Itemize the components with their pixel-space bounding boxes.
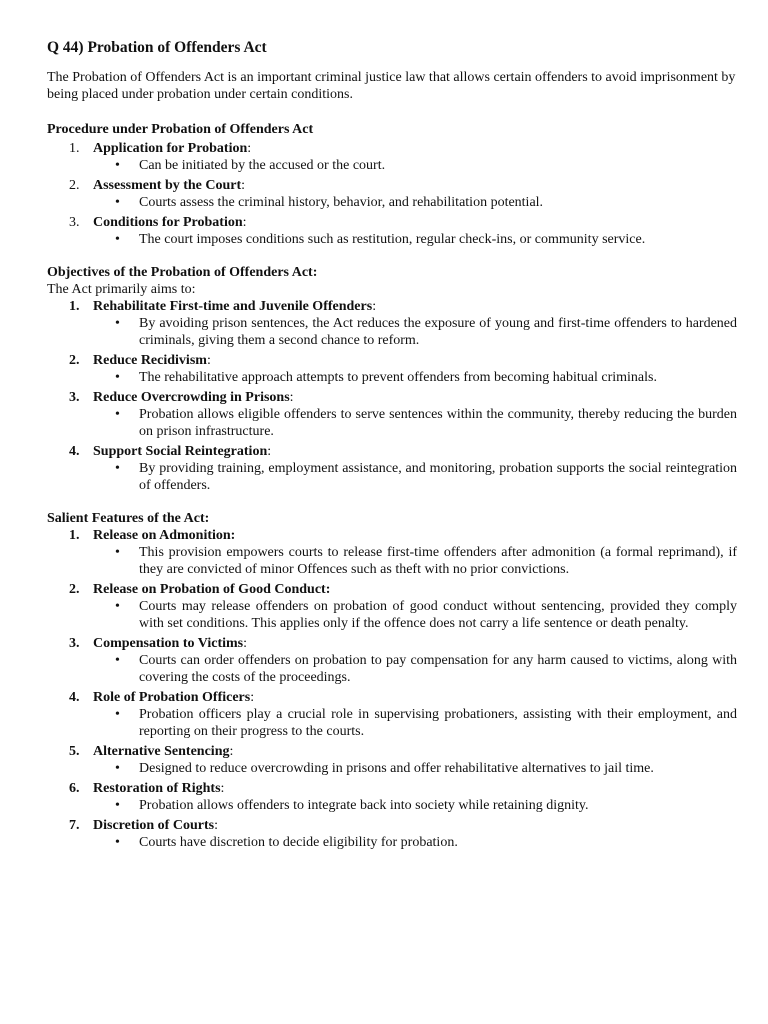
item-number: 4. xyxy=(69,444,80,459)
bullet-icon: • xyxy=(115,232,120,247)
item-title: Alternative Sentencing xyxy=(93,744,230,759)
item-number: 3. xyxy=(69,390,80,405)
list-item xyxy=(47,689,737,740)
intro-paragraph: The Probation of Offenders Act is an important criminal justice law that allows certain offenders to avoid imprisonment by being placed under probation under certain conditions. xyxy=(47,70,736,102)
item-number: 2. xyxy=(69,178,80,193)
item-number: 2. xyxy=(69,582,80,597)
bullet-item xyxy=(93,231,737,248)
item-number: 1. xyxy=(69,299,80,314)
item-title: Role of Probation Officers xyxy=(93,690,251,705)
bullet-text: This provision empowers courts to release first-time offenders after admonition (a formal reprimand), if they are convicted of minor Offences such as theft with no prior convictions. xyxy=(139,545,737,577)
bullet-icon: • xyxy=(115,158,120,173)
bullet-icon: • xyxy=(115,407,120,422)
bullet-item xyxy=(93,369,737,386)
bullet-text: Probation officers play a crucial role in supervising probationers, assisting with their employment, and reporting on their progress to the courts. xyxy=(139,707,737,739)
bullet-icon: • xyxy=(115,653,120,668)
bullet-item xyxy=(93,460,737,494)
procedure-section xyxy=(47,121,737,248)
bullet-list xyxy=(93,231,737,248)
page-title: Q 44) Probation of Offenders Act xyxy=(47,39,267,56)
item-number: 5. xyxy=(69,744,80,759)
bullet-item xyxy=(93,315,737,349)
bullet-icon: • xyxy=(115,461,120,476)
item-title: Assessment by the Court xyxy=(93,178,242,193)
item-title-suffix: : xyxy=(241,178,246,193)
bullet-icon: • xyxy=(115,316,120,331)
procedure-heading: Procedure under Probation of Offenders Act xyxy=(47,122,314,137)
bullet-item xyxy=(93,544,737,578)
bullet-text: Probation allows offenders to integrate back into society while retaining dignity. xyxy=(139,798,589,813)
bullet-text: The court imposes conditions such as restitution, regular check-ins, or community service. xyxy=(139,232,646,247)
bullet-text: Courts have discretion to decide eligibility for probation. xyxy=(139,835,458,850)
item-title: Conditions for Probation xyxy=(93,215,243,230)
item-title-suffix: : xyxy=(289,390,294,405)
bullet-text: Courts assess the criminal history, behavior, and rehabilitation potential. xyxy=(139,195,544,210)
list-item xyxy=(47,743,737,777)
bullet-text: Designed to reduce overcrowding in prisons and offer rehabilitative alternatives to jail time. xyxy=(139,761,654,776)
bullet-text: Can be initiated by the accused or the court. xyxy=(139,158,386,173)
item-number: 3. xyxy=(69,215,80,230)
bullet-list xyxy=(93,652,737,686)
bullet-list xyxy=(93,369,737,386)
item-title: Reduce Overcrowding in Prisons xyxy=(93,390,290,405)
item-title-suffix: : xyxy=(220,781,225,796)
item-title-suffix: : xyxy=(206,353,211,368)
item-title: Release on Probation of Good Conduct: xyxy=(93,582,331,597)
bullet-icon: • xyxy=(115,707,120,722)
item-title: Restoration of Rights xyxy=(93,781,221,796)
bullet-icon: • xyxy=(115,798,120,813)
bullet-item xyxy=(93,652,737,686)
bullet-text: Probation allows eligible offenders to serve sentences within the community, thereby reducing the burden on prison infrastructure. xyxy=(139,407,737,439)
list-item xyxy=(47,817,737,851)
item-title-suffix: : xyxy=(242,215,247,230)
bullet-list xyxy=(93,157,737,174)
objectives-list xyxy=(47,298,737,494)
bullet-list xyxy=(93,797,737,814)
features-list xyxy=(47,527,737,851)
item-title: Support Social Reintegration xyxy=(93,444,268,459)
bullet-text: The rehabilitative approach attempts to prevent offenders from becoming habitual criminals. xyxy=(139,370,657,385)
bullet-icon: • xyxy=(115,195,120,210)
bullet-item xyxy=(93,797,737,814)
bullet-text: Courts can order offenders on probation to pay compensation for any harm caused to victims, along with covering the costs of the proceedings. xyxy=(139,653,737,685)
bullet-list xyxy=(93,406,737,440)
list-item xyxy=(47,780,737,814)
list-item xyxy=(47,527,737,578)
item-title: Reduce Recidivism xyxy=(93,353,207,368)
bullet-text: By providing training, employment assistance, and monitoring, probation supports the social reintegration of offenders. xyxy=(139,461,737,493)
bullet-item xyxy=(93,194,737,211)
bullet-item xyxy=(93,706,737,740)
item-number: 1. xyxy=(69,528,80,543)
list-item xyxy=(47,581,737,632)
item-title: Discretion of Courts xyxy=(93,818,215,833)
list-item xyxy=(47,298,737,349)
bullet-list xyxy=(93,834,737,851)
objectives-section xyxy=(47,264,737,494)
bullet-list xyxy=(93,315,737,349)
list-item xyxy=(47,140,737,174)
features-heading: Salient Features of the Act: xyxy=(47,511,210,526)
bullet-icon: • xyxy=(115,370,120,385)
item-number: 3. xyxy=(69,636,80,651)
objectives-heading: Objectives of the Probation of Offenders Act: xyxy=(47,265,318,280)
list-item xyxy=(47,177,737,211)
item-title-suffix: : xyxy=(229,744,234,759)
bullet-item xyxy=(93,598,737,632)
list-item xyxy=(47,214,737,248)
list-item xyxy=(47,443,737,494)
list-item xyxy=(47,635,737,686)
item-number: 1. xyxy=(69,141,80,156)
bullet-icon: • xyxy=(115,545,120,560)
item-number: 2. xyxy=(69,353,80,368)
item-title: Release on Admonition: xyxy=(93,528,236,543)
bullet-item xyxy=(93,834,737,851)
bullet-item xyxy=(93,760,737,777)
bullet-list xyxy=(93,706,737,740)
item-number: 6. xyxy=(69,781,80,796)
item-title: Application for Probation xyxy=(93,141,248,156)
document-page xyxy=(47,38,737,867)
item-title: Compensation to Victims xyxy=(93,636,244,651)
bullet-list xyxy=(93,598,737,632)
list-item xyxy=(47,352,737,386)
item-title-suffix: : xyxy=(250,690,255,705)
bullet-list xyxy=(93,460,737,494)
item-title-suffix: : xyxy=(372,299,377,314)
bullet-list xyxy=(93,544,737,578)
objectives-subheading: The Act primarily aims to: xyxy=(47,282,196,297)
item-title: Rehabilitate First-time and Juvenile Offenders xyxy=(93,299,373,314)
procedure-list xyxy=(47,140,737,248)
bullet-text: Courts may release offenders on probation of good conduct without sentencing, provided they comply with set conditions. This applies only if the offence does not carry a life sentence or death penalty. xyxy=(139,599,737,631)
bullet-list xyxy=(93,760,737,777)
item-title-suffix: : xyxy=(214,818,218,833)
item-number: 4. xyxy=(69,690,80,705)
list-item xyxy=(47,389,737,440)
bullet-icon: • xyxy=(115,835,120,850)
bullet-list xyxy=(93,194,737,211)
item-number: 7. xyxy=(69,818,80,833)
bullet-icon: • xyxy=(115,599,120,614)
bullet-item xyxy=(93,406,737,440)
item-title-suffix: : xyxy=(247,141,252,156)
bullet-item xyxy=(93,157,737,174)
item-title-suffix: : xyxy=(243,636,248,651)
bullet-icon: • xyxy=(115,761,120,776)
item-title-suffix: : xyxy=(267,444,272,459)
bullet-text: By avoiding prison sentences, the Act reduces the exposure of young and first-time offenders to hardened criminals, giving them a second chance to reform. xyxy=(139,316,737,348)
features-section xyxy=(47,510,737,851)
